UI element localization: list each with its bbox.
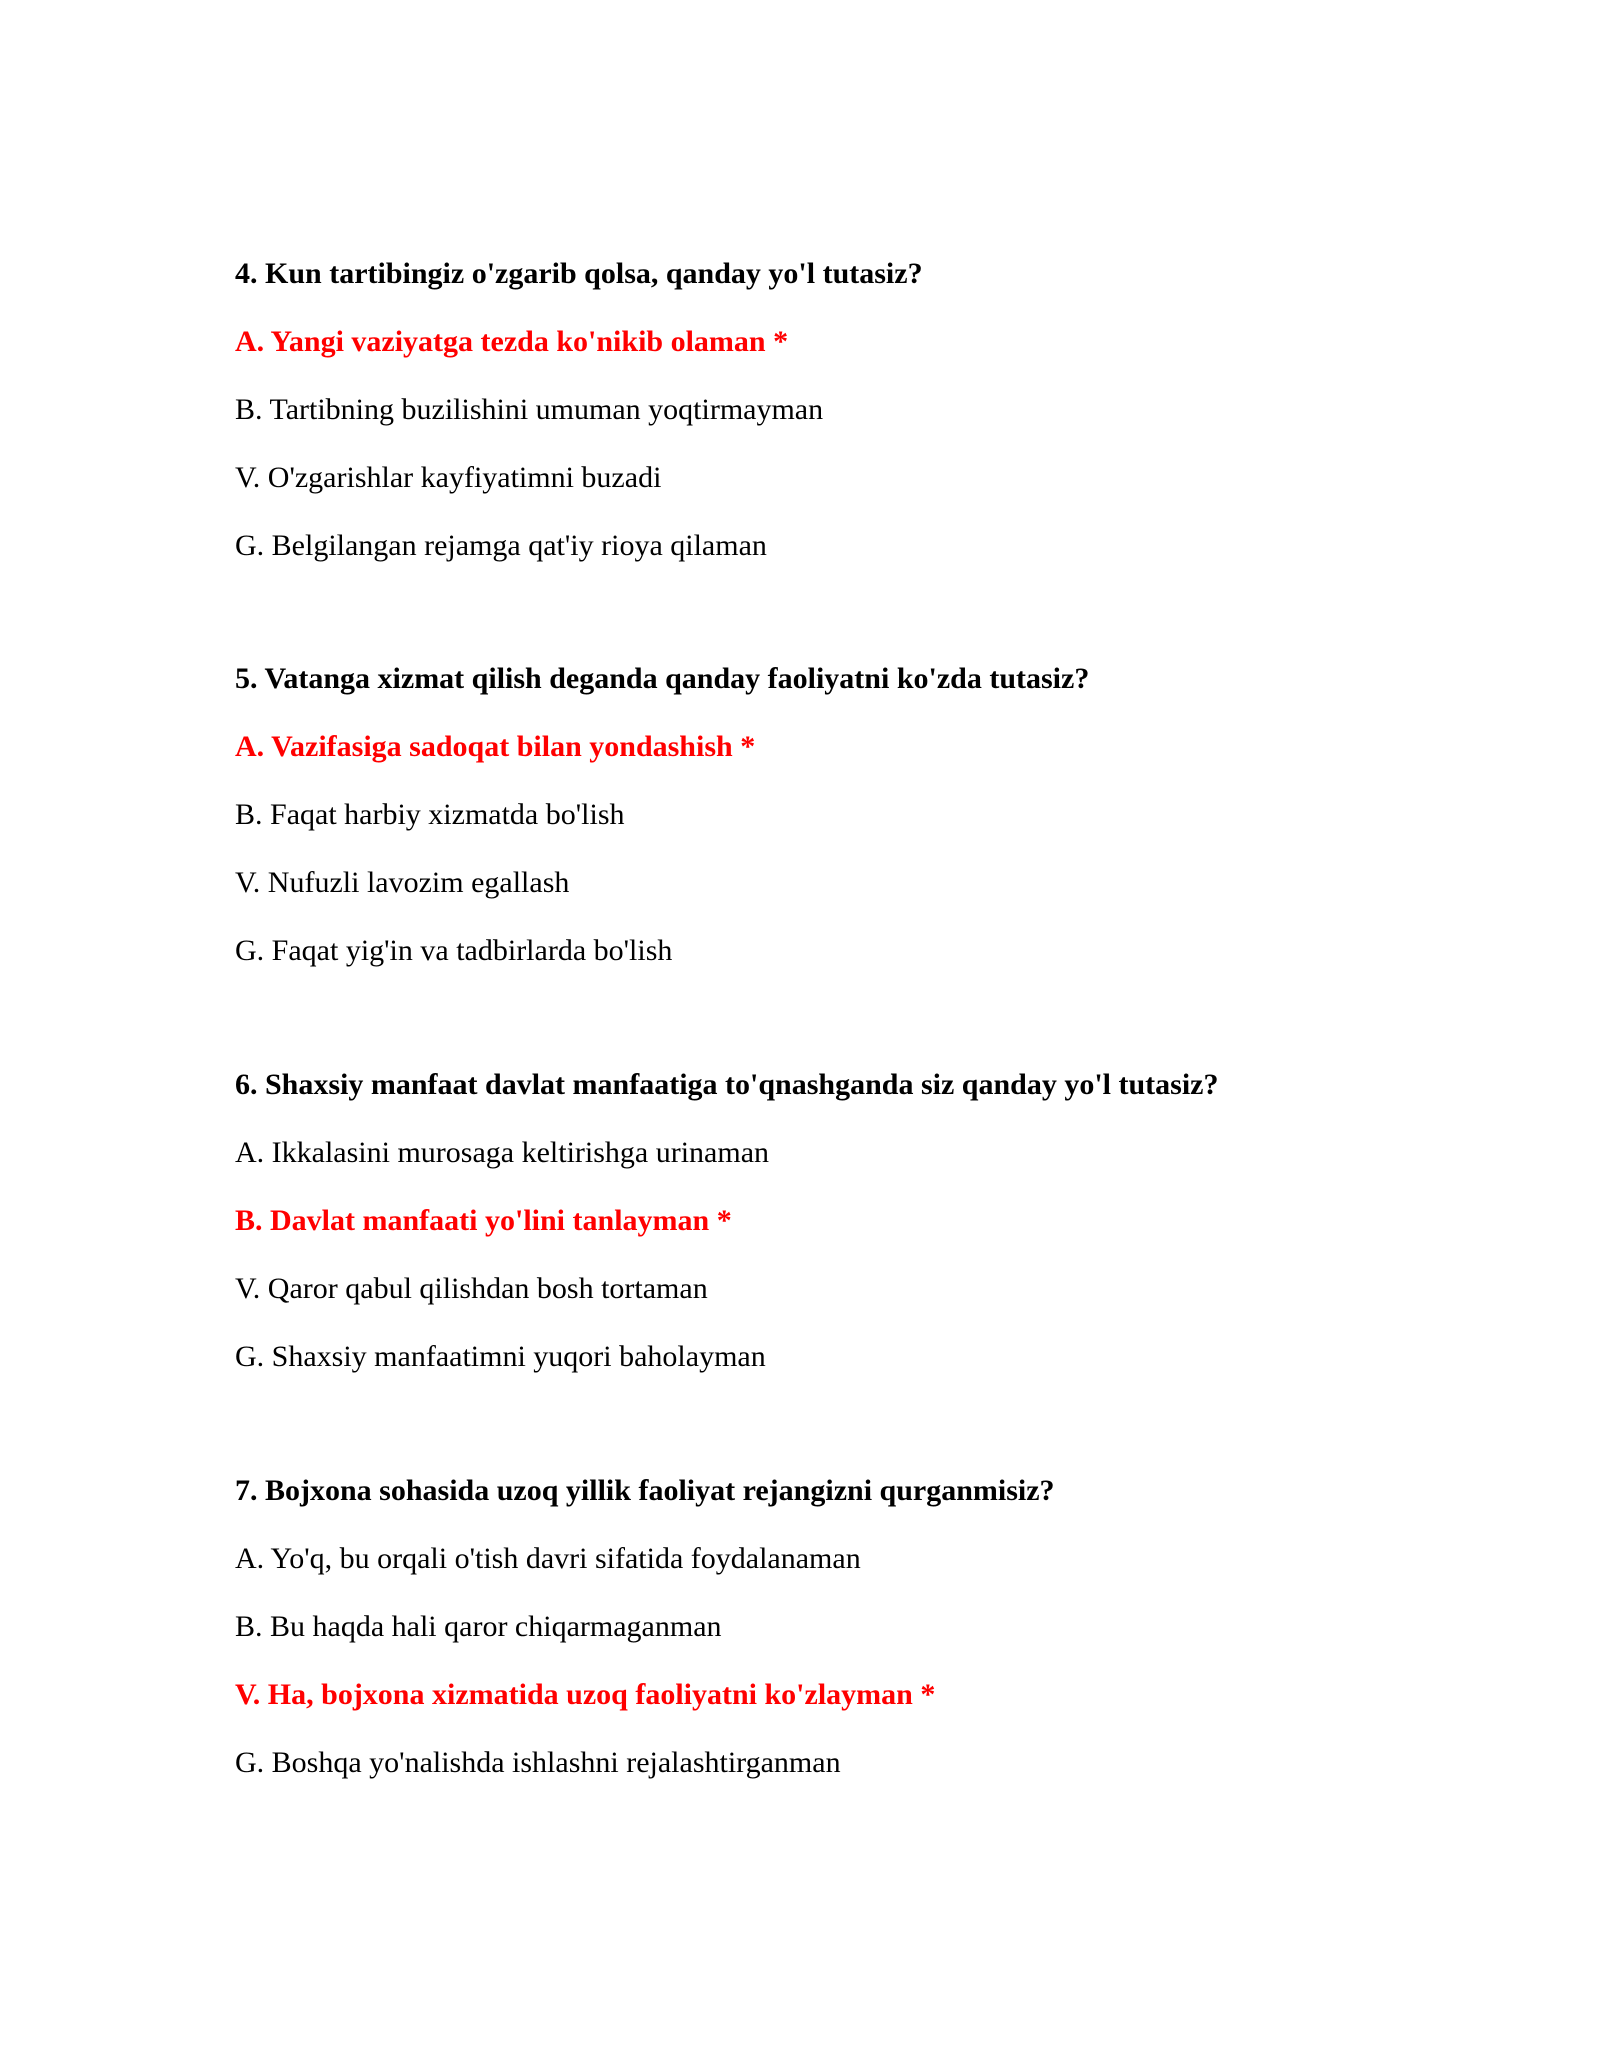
question-title: 7. Bojxona sohasida uzoq yillik faoliyat rejangizni qurganmisiz? xyxy=(235,1474,1055,1507)
option xyxy=(235,1745,1055,1781)
question-title: 6. Shaxsiy manfaat davlat manfaatiga to'qnashganda siz qanday yo'l tutasiz? xyxy=(235,1068,1219,1101)
option-text: B. Faqat harbiy xizmatda bo'lish xyxy=(235,798,625,831)
option-text: G. Belgilangan rejamga qat'iy rioya qilaman xyxy=(235,529,767,562)
question-4 xyxy=(235,256,923,564)
option-correct xyxy=(235,729,1089,765)
correct-mark: * xyxy=(920,1678,936,1711)
question-6 xyxy=(235,1067,1219,1375)
option xyxy=(235,1541,1055,1577)
option-text: V. Nufuzli lavozim egallash xyxy=(235,866,570,899)
option-text: B. Bu haqda hali qaror chiqarmaganman xyxy=(235,1610,722,1643)
option xyxy=(235,528,923,564)
option-text: B. Tartibning buzilishini umuman yoqtirmayman xyxy=(235,393,824,426)
option-text: A. Yangi vaziyatga tezda ko'nikib olaman xyxy=(235,325,766,358)
option-text: G. Boshqa yo'nalishda ishlashni rejalashtirganman xyxy=(235,1746,841,1779)
option-correct xyxy=(235,1203,1219,1239)
option-correct xyxy=(235,324,923,360)
option-text: V. O'zgarishlar kayfiyatimni buzadi xyxy=(235,461,662,494)
question-7 xyxy=(235,1473,1055,1781)
option-text: A. Ikkalasini murosaga keltirishga urinaman xyxy=(235,1136,770,1169)
option-text: B. Davlat manfaati yo'lini tanlayman xyxy=(235,1204,710,1237)
option xyxy=(235,1609,1055,1645)
option-correct xyxy=(235,1677,1055,1713)
correct-mark: * xyxy=(740,730,756,763)
option xyxy=(235,797,1089,833)
question-title: 4. Kun tartibingiz o'zgarib qolsa, qanday yo'l tutasiz? xyxy=(235,257,923,290)
option xyxy=(235,460,923,496)
option xyxy=(235,1135,1219,1171)
question-title: 5. Vatanga xizmat qilish deganda qanday faoliyatni ko'zda tutasiz? xyxy=(235,662,1090,695)
option xyxy=(235,392,923,428)
option-text: V. Ha, bojxona xizmatida uzoq faoliyatni ko'zlayman xyxy=(235,1678,913,1711)
option-text: G. Faqat yig'in va tadbirlarda bo'lish xyxy=(235,934,673,967)
option xyxy=(235,865,1089,901)
option-text: A. Yo'q, bu orqali o'tish davri sifatida foydalanaman xyxy=(235,1542,861,1575)
correct-mark: * xyxy=(716,1204,732,1237)
option xyxy=(235,1339,1219,1375)
option-text: G. Shaxsiy manfaatimni yuqori baholayman xyxy=(235,1340,766,1373)
option-text: V. Qaror qabul qilishdan bosh tortaman xyxy=(235,1272,708,1305)
option xyxy=(235,1271,1219,1307)
question-5 xyxy=(235,661,1089,969)
correct-mark: * xyxy=(773,325,789,358)
option xyxy=(235,933,1089,969)
option-text: A. Vazifasiga sadoqat bilan yondashish xyxy=(235,730,733,763)
